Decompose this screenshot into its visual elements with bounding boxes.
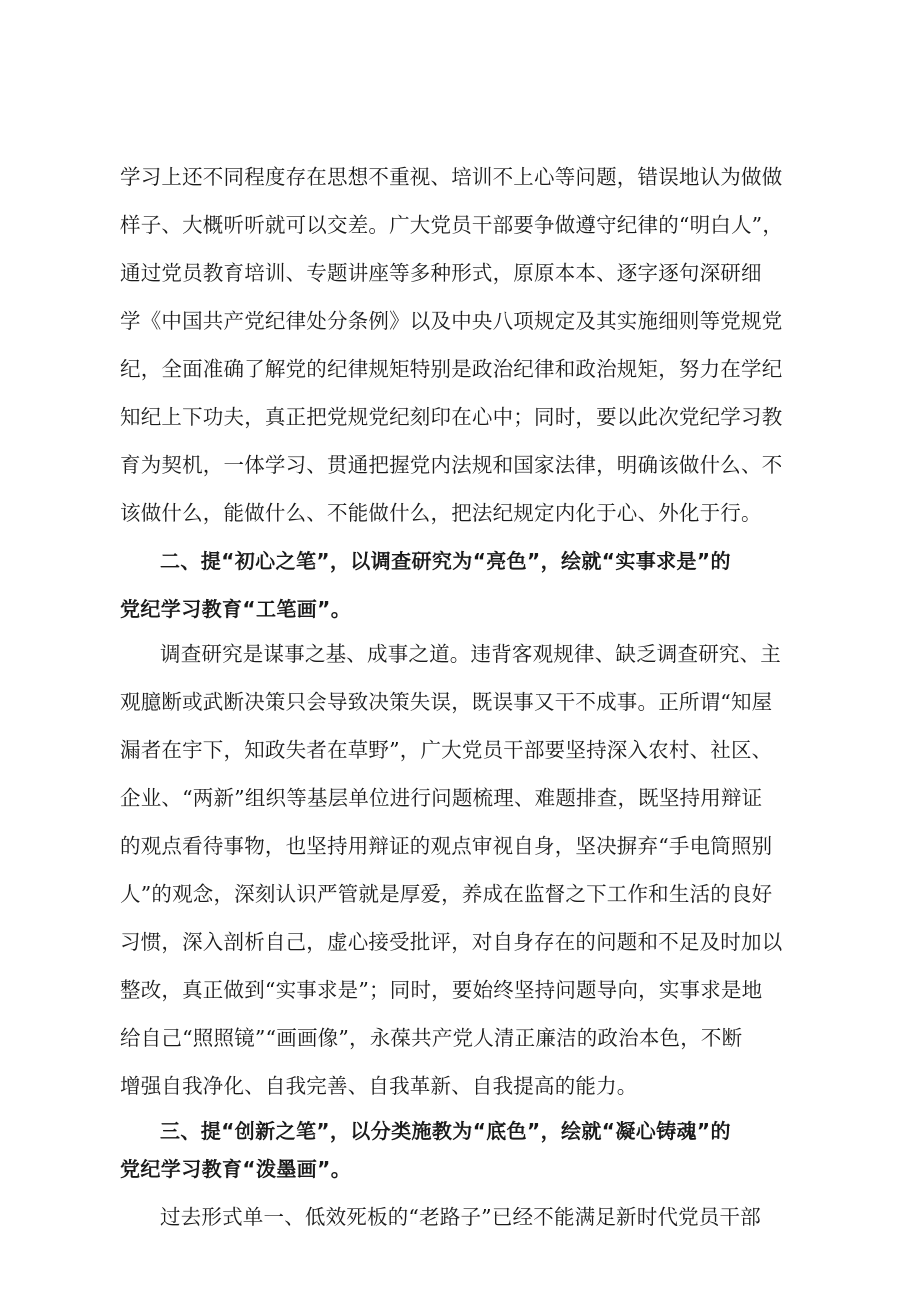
paragraph-line: 学《中国共产党纪律处分条例》以及中央八项规定及其实施细则等党规党 xyxy=(120,309,783,333)
paragraph-line: 习惯，深入剖析自己，虚心接受批评，对自身存在的问题和不足及时加以 xyxy=(120,930,783,954)
section-heading-line: 二、提“初心之笔”，以调查研究为“亮色”，绘就“实事求是”的 xyxy=(160,549,731,573)
paragraph-line: 人”的观念，深刻认识严管就是厚爱，养成在监督之下工作和生活的良好 xyxy=(120,882,773,906)
paragraph-line: 样子、大概听听就可以交差。广大党员干部要争做遵守纪律的“明白人”， xyxy=(120,213,784,237)
paragraph-line: 过去形式单一、低效死板的“老路子”已经不能满足新时代党员干部 xyxy=(160,1205,761,1229)
paragraph-line: 的观点看待事物，也坚持用辩证的观点审视自身，坚决摒弃“手电筒照别 xyxy=(120,834,773,858)
paragraph-line: 调查研究是谋事之基、成事之道。违背客观规律、缺乏调查研究、主 xyxy=(160,642,781,666)
paragraph-line: 通过党员教育培训、专题讲座等多种形式，原原本本、逐字逐句深研细 xyxy=(120,261,762,285)
paragraph-line: 知纪上下功夫，真正把党规党纪刻印在心中；同时，要以此次党纪学习教 xyxy=(120,405,783,429)
paragraph-line: 增强自我净化、自我完善、自我革新、自我提高的能力。 xyxy=(120,1074,638,1098)
paragraph-line: 整改，真正做到“实事求是”；同时，要始终坚持问题导向，实事求是地 xyxy=(120,978,763,1002)
paragraph-line: 学习上还不同程度存在思想不重视、培训不上心等问题，错误地认为做做 xyxy=(120,165,783,189)
paragraph-line: 纪，全面准确了解党的纪律规矩特别是政治纪律和政治规矩，努力在学纪 xyxy=(120,357,783,381)
paragraph-line: 育为契机，一体学习、贯通把握党内法规和国家法律，明确该做什么、不 xyxy=(120,453,783,477)
section-heading-line: 党纪学习教育“工笔画”。 xyxy=(120,597,352,621)
paragraph-line: 该做什么，能做什么、不能做什么，把法纪规定内化于心、外化于行。 xyxy=(120,501,762,525)
section-heading-line: 党纪学习教育“泼墨画”。 xyxy=(120,1157,352,1181)
paragraph-line: 给自己“照照镜”“画画像”，永葆共产党人清正廉洁的政治本色，不断 xyxy=(120,1026,743,1050)
section-heading-line: 三、提“创新之笔”，以分类施教为“底色”，绘就“凝心铸魂”的 xyxy=(160,1119,731,1143)
paragraph-line: 漏者在宇下，知政失者在草野”，广大党员干部要坚持深入农村、社区、 xyxy=(120,738,773,762)
paragraph-line: 观臆断或武断决策只会导致决策失误，既误事又干不成事。正所谓“知屋 xyxy=(120,690,773,714)
paragraph-line: 企业、“两新”组织等基层单位进行问题梳理、难题排查，既坚持用辩证 xyxy=(120,786,763,810)
